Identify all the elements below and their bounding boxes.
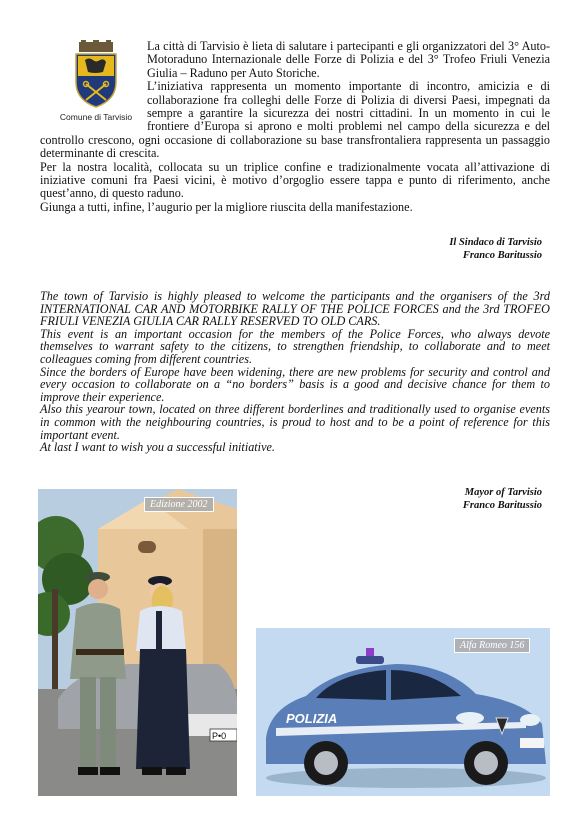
photo-label: Edizione 2002 <box>144 497 214 512</box>
police-car-photo <box>256 628 550 796</box>
english-paragraph: The town of Tarvisio is highly pleased to welcome the participants and the organisers of the 3rd INTERNATIONAL CAR AND MOTORBIKE RALLY OF THE POLICE FORCES and the 3rd TROFEO FRIULI VENEZIA GIULIA CAR RALLY RESERVED TO OLD CARS. <box>40 289 550 329</box>
officers-photo <box>38 489 237 796</box>
italian-paragraph: Giunga a tutti, infine, l’augurio per la migliore riuscita della manifestazione. <box>40 199 413 214</box>
italian-text <box>40 40 550 214</box>
italian-paragraph: L’iniziativa rappresenta un momento importante di incontro, amicizia e di collaborazione fra colleghi delle Forze di Polizia di diversi Paesi, impegnati da sempre a garantire la sicurezza dei nostri cittadini. In un momento in cui le frontiere d’Europa si aprono e molti problemi nel campo della sicurezza e del controllo crescono, ogni occasione di collaborazione su base transfrontaliera rappresenta un passaggio determinante di crescita. <box>40 79 550 161</box>
signature-name: Franco Baritussio <box>462 500 542 511</box>
signature-title: Il Sindaco di Tarvisio <box>449 237 542 248</box>
signature-name: Franco Baritussio <box>462 250 542 261</box>
english-text <box>40 290 550 454</box>
english-signature <box>463 486 542 512</box>
police-car-image <box>256 628 550 796</box>
signature-title: Mayor of Tarvisio <box>464 487 542 498</box>
italian-paragraph: Per la nostra località, collocata su un triplice confine e tradizionalmente vocata all’attivazione di iniziative comuni fra Paesi vicini, è motivo d’orgoglio essere tappa e punto di riferimento, anche quest’anno, di questo raduno. <box>40 159 550 201</box>
english-paragraph: At last I want to wish you a successful initiative. <box>40 440 275 455</box>
english-paragraph: Also this yearour town, located on three different borderlines and traditionally used to organise events in common with the neighbouring countries, is proud to host and to be a point of reference for this important event. <box>40 402 550 442</box>
italian-paragraph: La città di Tarvisio è lieta di salutare i partecipanti e gli organizzatori del 3° Auto-Motoraduno Internazionale delle Forze di Polizia e del 3° Trofeo Friuli Venezia Giulia – Raduno per Auto Storiche. <box>147 39 550 80</box>
italian-signature <box>449 236 542 262</box>
car-police-text: POLIZIA <box>286 711 338 726</box>
photo-label: Alfa Romeo 156 <box>454 638 530 653</box>
english-paragraph: This event is an important occasion for the members of the Police Forces, who always devote themselves to warrant safety to the citizens, to strengthen friendship, to collaborate and to meet colleagues coming from different countries. <box>40 326 550 366</box>
officers-photo-image <box>38 489 237 796</box>
english-paragraph: Since the borders of Europe have been widening, there are new problems for security and control and every occasion to collaborate on a “no borders” basis is a good and decisive chance for them to improve their experience. <box>40 364 550 404</box>
car-plate-text: P•0 <box>212 731 227 741</box>
logo-caption: Comune di Tarvisio <box>59 112 133 122</box>
